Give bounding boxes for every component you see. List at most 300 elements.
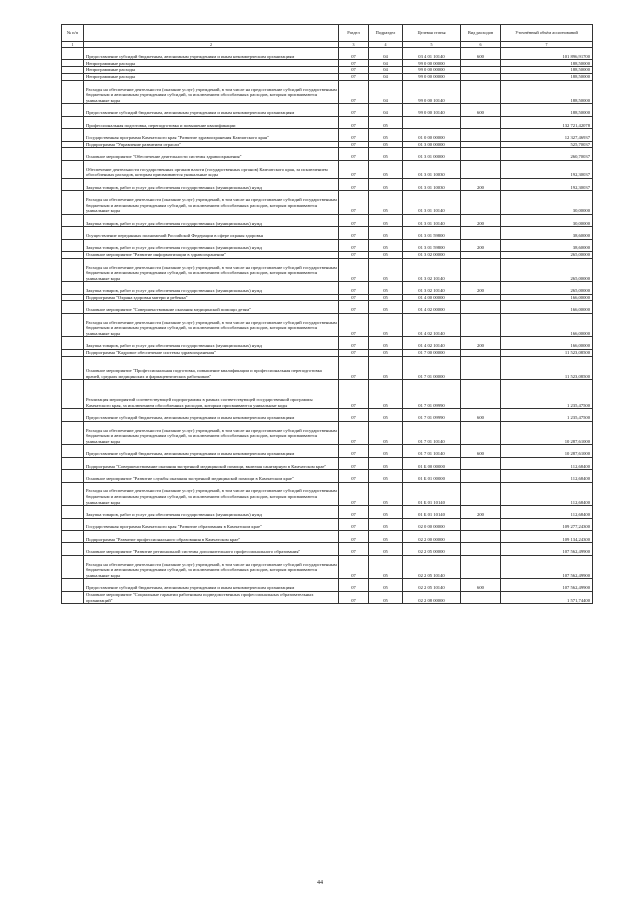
cell-num (62, 80, 84, 104)
cell-num (62, 356, 84, 380)
cell-target-article: 99 0 00 00000 (403, 60, 461, 67)
header-amount: Уточнённый объём ассигнований (501, 25, 593, 42)
cell-amount: 38,60000 (501, 227, 593, 239)
cell-section: 07 (339, 227, 369, 239)
cell-subsection: 05 (369, 160, 403, 178)
table-row (62, 356, 593, 380)
cell-num (62, 282, 84, 294)
cell-subsection: 05 (369, 214, 403, 226)
cell-num (62, 470, 84, 482)
cell-subsection: 05 (369, 294, 403, 301)
cell-section: 07 (339, 555, 369, 579)
cell-expense-type (461, 80, 501, 104)
cell-expense-type: 200 (461, 239, 501, 251)
cell-expense-type (461, 530, 501, 542)
table-row (62, 258, 593, 282)
cell-num (62, 148, 84, 160)
cell-amount: 188,50000 (501, 60, 593, 67)
cell-subsection: 05 (369, 518, 403, 530)
table-row (62, 60, 593, 67)
table-row (62, 73, 593, 80)
table-body (62, 48, 593, 604)
table-row (62, 104, 593, 116)
cell-amount: 12 327,46937 (501, 129, 593, 141)
cell-section: 07 (339, 104, 369, 116)
table-row (62, 282, 593, 294)
cell-num (62, 178, 84, 190)
cell-target-article: 01 3 01 59800 (403, 239, 461, 251)
table-row (62, 129, 593, 141)
cell-amount: 166,00000 (501, 294, 593, 301)
cell-amount: 107 562,49900 (501, 543, 593, 555)
table-header-row (62, 25, 593, 42)
cell-expense-type (461, 160, 501, 178)
cell-section: 07 (339, 80, 369, 104)
cell-section: 07 (339, 579, 369, 591)
cell-amount: 525,70037 (501, 141, 593, 148)
table-row (62, 160, 593, 178)
cell-section: 07 (339, 251, 369, 258)
cell-section: 07 (339, 48, 369, 60)
cell-target-article: 01 3 01 10140 (403, 191, 461, 215)
cell-target-article: 99 0 00 10140 (403, 80, 461, 104)
cell-subsection: 05 (369, 313, 403, 337)
table-row (62, 409, 593, 421)
cell-subsection: 04 (369, 48, 403, 60)
cell-subsection: 05 (369, 191, 403, 215)
table-row (62, 141, 593, 148)
cell-name: Закупка товаров, работ и услуг для обеспечения государственных (муниципальных) нужд (84, 506, 339, 518)
cell-name: Предоставление субсидий бюджетным, автономным учреждениям и иным некоммерческим организациям (84, 104, 339, 116)
cell-num (62, 457, 84, 469)
cell-amount: 265,00000 (501, 251, 593, 258)
cell-subsection: 04 (369, 67, 403, 74)
cell-subsection: 04 (369, 80, 403, 104)
cell-num (62, 104, 84, 116)
cell-section: 07 (339, 380, 369, 409)
table-row (62, 48, 593, 60)
cell-expense-type: 600 (461, 445, 501, 457)
cell-expense-type (461, 543, 501, 555)
cell-expense-type: 600 (461, 48, 501, 60)
cell-name: Государственная программа Камчатского края "Развитие образования в Камчатском крае" (84, 518, 339, 530)
cell-amount: 11 523,08500 (501, 356, 593, 380)
table-row (62, 457, 593, 469)
cell-target-article: 02 0 00 00000 (403, 518, 461, 530)
cell-amount: 30,00000 (501, 214, 593, 226)
cell-expense-type (461, 251, 501, 258)
cell-section: 07 (339, 73, 369, 80)
cell-subsection: 05 (369, 178, 403, 190)
cell-num (62, 191, 84, 215)
cell-expense-type: 200 (461, 282, 501, 294)
table-row (62, 579, 593, 591)
cell-expense-type (461, 301, 501, 313)
cell-expense-type (461, 591, 501, 603)
cell-name: Расходы на обеспечение деятельности (оказание услуг) учреждений, в том числе на предоставление субсидий государственным бюджетным и автономным учреждениям субсидий, за исключением обособленных расходов, которым присваиваются уникальные коды (84, 421, 339, 445)
cell-target-article: 03 4 01 10140 (403, 48, 461, 60)
cell-name: Закупка товаров, работ и услуг для обеспечения государственных (муниципальных) нужд (84, 214, 339, 226)
cell-section: 07 (339, 470, 369, 482)
cell-target-article: 99 0 00 00000 (403, 73, 461, 80)
table-row (62, 337, 593, 349)
cell-amount: 132 721,42078 (501, 116, 593, 128)
cell-name: Расходы на обеспечение деятельности (оказание услуг) учреждений, в том числе на предоставление субсидий государственным бюджетным и автономным учреждениям субсидий, за исключением обособленных расходов, которым присваиваются уникальные коды (84, 258, 339, 282)
cell-target-article: 01 3 01 10140 (403, 214, 461, 226)
cell-num (62, 214, 84, 226)
cell-num (62, 337, 84, 349)
cell-target-article: 01 7 01 10140 (403, 445, 461, 457)
cell-name: Закупка товаров, работ и услуг для обеспечения государственных (муниципальных) нужд (84, 178, 339, 190)
cell-section: 07 (339, 506, 369, 518)
table-row (62, 227, 593, 239)
cell-expense-type (461, 148, 501, 160)
cell-amount: 109 277,24300 (501, 518, 593, 530)
cell-num (62, 591, 84, 603)
cell-subsection: 05 (369, 591, 403, 603)
cell-name: Подпрограмма "Совершенствование оказания экстренной медицинской помощи, включая санитарную в Камчатском крае" (84, 457, 339, 469)
table-row (62, 530, 593, 542)
column-index: 1 (62, 42, 84, 48)
cell-expense-type (461, 470, 501, 482)
cell-target-article: 99 0 00 00000 (403, 67, 461, 74)
cell-name: Основное мероприятие "Социальные гарантии работникам подведомственных профессиональных образовательных организаций" (84, 591, 339, 603)
cell-subsection: 05 (369, 457, 403, 469)
column-index: 7 (501, 42, 593, 48)
cell-amount: 38,60000 (501, 239, 593, 251)
cell-subsection: 05 (369, 409, 403, 421)
cell-target-article: 02 2 08 00000 (403, 591, 461, 603)
cell-num (62, 48, 84, 60)
cell-subsection: 05 (369, 349, 403, 356)
cell-expense-type: 600 (461, 104, 501, 116)
cell-name: Основное мероприятие "Обеспечение деятельности системы здравоохранения" (84, 148, 339, 160)
cell-amount: 30,00000 (501, 191, 593, 215)
cell-section: 07 (339, 258, 369, 282)
header-expense-type: Вид расходов (461, 25, 501, 42)
cell-subsection: 05 (369, 239, 403, 251)
cell-amount: 192,30037 (501, 160, 593, 178)
cell-target-article: 01 7 01 00000 (403, 356, 461, 380)
cell-target-article: 01 3 01 59800 (403, 227, 461, 239)
cell-section: 07 (339, 116, 369, 128)
cell-amount: 112,68400 (501, 470, 593, 482)
cell-section: 07 (339, 518, 369, 530)
cell-expense-type: 600 (461, 579, 501, 591)
cell-subsection: 05 (369, 555, 403, 579)
cell-amount: 112,68400 (501, 482, 593, 506)
table-row (62, 518, 593, 530)
cell-expense-type (461, 421, 501, 445)
cell-num (62, 530, 84, 542)
cell-expense-type (461, 191, 501, 215)
cell-name: Предоставление субсидий бюджетным, автономным учреждениям и иным некоммерческим организациям (84, 48, 339, 60)
cell-subsection: 04 (369, 60, 403, 67)
cell-amount: 10 287,61000 (501, 421, 593, 445)
cell-target-article (403, 116, 461, 128)
cell-expense-type (461, 349, 501, 356)
cell-amount: 188,50000 (501, 73, 593, 80)
cell-num (62, 518, 84, 530)
cell-amount: 107 562,49900 (501, 555, 593, 579)
cell-target-article: 01 3 00 00000 (403, 141, 461, 148)
cell-name: Предоставление субсидий бюджетным, автономным учреждениям и иным некоммерческим организациям (84, 445, 339, 457)
cell-section: 07 (339, 160, 369, 178)
cell-section: 07 (339, 337, 369, 349)
cell-amount: 265,00000 (501, 258, 593, 282)
table-row (62, 148, 593, 160)
header-subsection: Подраздел (369, 25, 403, 42)
cell-num (62, 313, 84, 337)
cell-section: 07 (339, 214, 369, 226)
cell-num (62, 294, 84, 301)
cell-target-article: 01 Б 01 10140 (403, 506, 461, 518)
cell-amount: 192,30037 (501, 178, 593, 190)
cell-num (62, 160, 84, 178)
cell-target-article: 01 Б 01 10140 (403, 482, 461, 506)
cell-expense-type (461, 518, 501, 530)
cell-num (62, 301, 84, 313)
cell-target-article: 01 7 01 09990 (403, 409, 461, 421)
table-row (62, 445, 593, 457)
cell-expense-type (461, 356, 501, 380)
table-row (62, 116, 593, 128)
cell-name: Непрограммные расходы (84, 73, 339, 80)
header-name (84, 25, 339, 42)
cell-num (62, 251, 84, 258)
cell-amount: 188,50000 (501, 80, 593, 104)
cell-expense-type (461, 129, 501, 141)
table-row (62, 421, 593, 445)
table-row (62, 380, 593, 409)
cell-amount: 1 571,74400 (501, 591, 593, 603)
cell-amount: 166,00000 (501, 337, 593, 349)
cell-name: Предоставление субсидий бюджетным, автономным учреждениям и иным некоммерческим организациям (84, 409, 339, 421)
cell-num (62, 67, 84, 74)
cell-section: 07 (339, 409, 369, 421)
cell-target-article: 01 3 02 00000 (403, 251, 461, 258)
cell-subsection: 05 (369, 258, 403, 282)
table-row (62, 349, 593, 356)
cell-target-article: 02 2 05 00000 (403, 543, 461, 555)
cell-name: Закупка товаров, работ и услуг для обеспечения государственных (муниципальных) нужд (84, 239, 339, 251)
cell-num (62, 543, 84, 555)
cell-expense-type: 200 (461, 214, 501, 226)
cell-subsection: 05 (369, 543, 403, 555)
cell-section: 07 (339, 239, 369, 251)
document-page (61, 24, 592, 604)
cell-name: Основное мероприятие "Развитие региональной системы дополнительного профессионального образования" (84, 543, 339, 555)
cell-target-article: 01 3 01 10030 (403, 178, 461, 190)
cell-name: Осуществление переданных полномочий Российской Федерации в сфере охраны здоровья (84, 227, 339, 239)
cell-subsection: 04 (369, 73, 403, 80)
cell-expense-type (461, 67, 501, 74)
column-index: 5 (403, 42, 461, 48)
cell-section: 07 (339, 313, 369, 337)
cell-amount: 112,68400 (501, 457, 593, 469)
cell-section: 07 (339, 421, 369, 445)
cell-name: Основное мероприятие "Развитие информатизации в здравоохранении" (84, 251, 339, 258)
cell-num (62, 141, 84, 148)
cell-name: Закупка товаров, работ и услуг для обеспечения государственных (муниципальных) нужд (84, 282, 339, 294)
cell-name: Обеспечение деятельности государственных органов власти (государственных органов) Камчатского края, за исключением обособленных расходов, которым присваиваются уникальные коды (84, 160, 339, 178)
cell-amount: 107 562,49900 (501, 579, 593, 591)
cell-subsection: 05 (369, 579, 403, 591)
cell-name: Профессиональная подготовка, переподготовка и повышение квалификации (84, 116, 339, 128)
column-index: 3 (339, 42, 369, 48)
cell-name: Подпрограмма "Развитие профессионального образования в Камчатском крае" (84, 530, 339, 542)
cell-expense-type: 200 (461, 178, 501, 190)
budget-table (61, 24, 593, 604)
cell-amount: 11 523,08500 (501, 349, 593, 356)
cell-target-article: 01 4 00 00000 (403, 294, 461, 301)
cell-amount: 265,00000 (501, 282, 593, 294)
cell-subsection: 05 (369, 129, 403, 141)
cell-amount: 112,68400 (501, 506, 593, 518)
cell-subsection: 04 (369, 104, 403, 116)
cell-amount: 260,70037 (501, 148, 593, 160)
table-row (62, 214, 593, 226)
cell-name: Основное мероприятие "Развитие службы оказания экстренной медицинской помощи в Камчатском крае" (84, 470, 339, 482)
cell-expense-type: 200 (461, 506, 501, 518)
table-row (62, 313, 593, 337)
table-row (62, 506, 593, 518)
table-row (62, 482, 593, 506)
cell-subsection: 05 (369, 301, 403, 313)
cell-num (62, 116, 84, 128)
table-row (62, 251, 593, 258)
cell-num (62, 445, 84, 457)
cell-section: 07 (339, 294, 369, 301)
cell-section: 07 (339, 178, 369, 190)
table-row (62, 470, 593, 482)
cell-section: 07 (339, 301, 369, 313)
cell-name: Непрограммные расходы (84, 60, 339, 67)
cell-section: 07 (339, 591, 369, 603)
cell-target-article: 01 3 01 10030 (403, 160, 461, 178)
cell-subsection: 05 (369, 251, 403, 258)
header-section: Раздел (339, 25, 369, 42)
cell-amount: 188,50000 (501, 104, 593, 116)
cell-num (62, 482, 84, 506)
cell-expense-type (461, 457, 501, 469)
cell-target-article: 01 3 01 00000 (403, 148, 461, 160)
cell-num (62, 73, 84, 80)
table-row (62, 591, 593, 603)
cell-name: Расходы на обеспечение деятельности (оказание услуг) учреждений, в том числе на предоставление субсидий государственным бюджетным и автономным учреждениям субсидий, за исключением обособленных расходов, которым присваиваются уникальные коды (84, 482, 339, 506)
table-row (62, 543, 593, 555)
cell-num (62, 258, 84, 282)
cell-section: 07 (339, 445, 369, 457)
cell-expense-type: 200 (461, 337, 501, 349)
cell-name: Государственная программа Камчатского края "Развитие здравоохранения Камчатского края" (84, 129, 339, 141)
cell-target-article: 01 Б 00 00000 (403, 457, 461, 469)
cell-subsection: 05 (369, 282, 403, 294)
cell-num (62, 506, 84, 518)
cell-target-article: 01 4 02 10140 (403, 313, 461, 337)
cell-expense-type (461, 258, 501, 282)
cell-amount: 1 235,47500 (501, 409, 593, 421)
cell-target-article: 01 4 02 00000 (403, 301, 461, 313)
cell-name: Предоставление субсидий бюджетным, автономным учреждениям и иным некоммерческим организациям (84, 579, 339, 591)
page-number: 44 (317, 880, 323, 886)
cell-name: Непрограммные расходы (84, 67, 339, 74)
cell-expense-type (461, 227, 501, 239)
cell-name: Расходы на обеспечение деятельности (оказание услуг) учреждений, в том числе на предоставление субсидий государственным бюджетным и автономным учреждениям субсидий, за исключением обособленных расходов, которым присваиваются уникальные коды (84, 313, 339, 337)
cell-target-article: 01 7 01 10140 (403, 421, 461, 445)
table-row (62, 301, 593, 313)
cell-name: Расходы на обеспечение деятельности (оказание услуг) учреждений, в том числе на предоставление субсидий государственным бюджетным и автономным учреждениям субсидий, за исключением обособленных расходов, которым присваиваются уникальные коды (84, 555, 339, 579)
cell-expense-type (461, 294, 501, 301)
cell-name: Расходы на обеспечение деятельности (оказание услуг) учреждений, в том числе на предоставление субсидий государственным бюджетным и автономным учреждениям субсидий, за исключением обособленных расходов, которым присваиваются уникальные коды (84, 80, 339, 104)
cell-subsection: 05 (369, 337, 403, 349)
cell-subsection: 05 (369, 141, 403, 148)
cell-subsection: 05 (369, 380, 403, 409)
cell-num (62, 227, 84, 239)
cell-section: 07 (339, 356, 369, 380)
cell-target-article: 02 2 05 10140 (403, 555, 461, 579)
cell-section: 07 (339, 457, 369, 469)
cell-target-article: 02 2 05 10140 (403, 579, 461, 591)
cell-section: 07 (339, 148, 369, 160)
cell-subsection: 05 (369, 148, 403, 160)
table-row (62, 239, 593, 251)
cell-section: 07 (339, 141, 369, 148)
cell-section: 07 (339, 67, 369, 74)
cell-section: 07 (339, 282, 369, 294)
cell-subsection: 05 (369, 506, 403, 518)
cell-section: 07 (339, 543, 369, 555)
cell-subsection: 05 (369, 421, 403, 445)
cell-amount: 188,50000 (501, 67, 593, 74)
cell-target-article: 01 0 00 00000 (403, 129, 461, 141)
cell-expense-type (461, 380, 501, 409)
cell-expense-type (461, 116, 501, 128)
cell-section: 07 (339, 129, 369, 141)
column-index: 2 (84, 42, 339, 48)
cell-amount: 10 287,61000 (501, 445, 593, 457)
cell-num (62, 129, 84, 141)
cell-subsection: 05 (369, 530, 403, 542)
cell-section: 07 (339, 482, 369, 506)
cell-num (62, 579, 84, 591)
cell-num (62, 555, 84, 579)
cell-section: 07 (339, 349, 369, 356)
header-num: № п/п (62, 25, 84, 42)
cell-num (62, 239, 84, 251)
cell-target-article: 01 7 01 09990 (403, 380, 461, 409)
column-index: 6 (461, 42, 501, 48)
cell-subsection: 05 (369, 482, 403, 506)
table-row (62, 67, 593, 74)
cell-target-article: 01 4 02 10140 (403, 337, 461, 349)
header-target-article: Целевая статья (403, 25, 461, 42)
cell-name: Подпрограмма "Управление развитием отрасли" (84, 141, 339, 148)
table-row (62, 178, 593, 190)
cell-subsection: 05 (369, 116, 403, 128)
cell-name: Подпрограмма "Кадровое обеспечение системы здравоохранения" (84, 349, 339, 356)
cell-name: Реализация мероприятий соответствующей подпрограммы в рамках соответствующей государственной программы Камчатского края, за исключением обособленных расходов, которым присваиваются уникальные коды (84, 380, 339, 409)
cell-expense-type (461, 60, 501, 67)
cell-name: Подпрограмма "Охрана здоровья матери и ребенка" (84, 294, 339, 301)
cell-amount: 1 235,47500 (501, 380, 593, 409)
cell-expense-type (461, 141, 501, 148)
cell-subsection: 05 (369, 356, 403, 380)
cell-subsection: 05 (369, 227, 403, 239)
cell-num (62, 409, 84, 421)
cell-amount: 166,00000 (501, 313, 593, 337)
cell-amount: 109 134,24300 (501, 530, 593, 542)
